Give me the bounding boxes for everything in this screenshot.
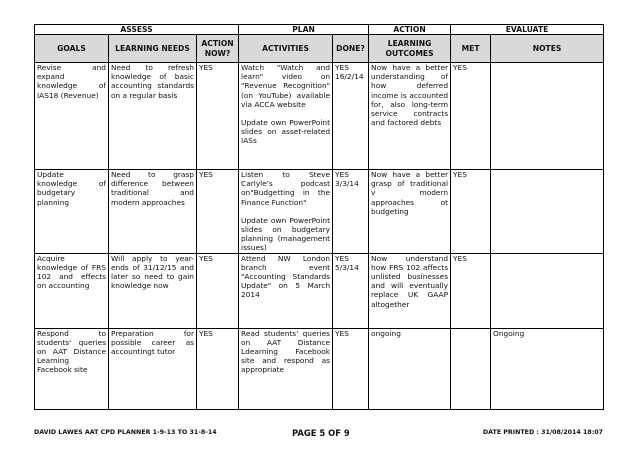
section-plan: PLAN <box>239 25 369 35</box>
col-goals: GOALS <box>35 35 109 63</box>
footer-document-title: DAVID LAWES AAT CPD PLANNER 1-9-13 TO 31-8-14 <box>34 429 217 436</box>
done-cell: YES 3/3/14 <box>333 170 369 254</box>
footer-page-number: PAGE 5 OF 9 <box>292 428 350 438</box>
col-notes: NOTES <box>491 35 604 63</box>
notes-cell: Ongoing <box>491 328 604 409</box>
learning-need-cell: Need to grasp difference between traditional and modern approaches <box>109 170 197 254</box>
activities-cell <box>239 328 333 409</box>
learning-need-cell: Preparation for possible career as accountingt tutor <box>109 328 197 409</box>
section-evaluate: EVALUATE <box>451 25 604 35</box>
col-action-now: ACTION NOW? <box>197 35 239 63</box>
col-learning-outcomes: LEARNING OUTCOMES <box>369 35 451 63</box>
table-row <box>35 63 604 170</box>
activities-cell <box>239 253 333 328</box>
notes-cell <box>491 253 604 328</box>
col-done: DONE? <box>333 35 369 63</box>
learning-outcome-cell: Now have a better understanding of how deferred income is accounted for, also long-term service contracts and factored debts <box>369 63 451 170</box>
learning-need-cell: Need to refresh knowledge of basic accounting standards on a regular basis <box>109 63 197 170</box>
table-row <box>35 170 604 254</box>
activity-text: Update own PowerPoint slides on asset-related IASs <box>241 118 331 146</box>
section-action: ACTION <box>369 25 451 35</box>
action-now-cell: YES <box>197 170 239 254</box>
col-learning-needs: LEARNING NEEDS <box>109 35 197 63</box>
goal-cell: Update knowledge of budgetary planning <box>35 170 109 254</box>
done-cell: YES 16/2/14 <box>333 63 369 170</box>
learning-need-cell: Will apply to year-ends of 31/12/15 and later so need to gain knowledge now <box>109 253 197 328</box>
action-now-cell: YES <box>197 63 239 170</box>
notes-cell <box>491 170 604 254</box>
met-cell <box>451 328 491 409</box>
learning-outcome-cell: Now understand how FRS 102 affects unlisted businesses and will eventually replace UK GAAP altogether <box>369 253 451 328</box>
learning-outcome-cell: Now have a better grasp of traditional v modern approaches ot budgeting <box>369 170 451 254</box>
section-header-row <box>35 25 604 35</box>
met-cell: YES <box>451 63 491 170</box>
activity-text: Read students' queries on AAT Distance Ldearning Facebook site and respond as appropriate <box>241 328 331 375</box>
done-cell: YES <box>333 328 369 409</box>
cpd-planner-table <box>34 24 604 410</box>
activity-text: Watch "Watch and learn" video on "Revenue Recognition" (on YouTube) available via ACCA website <box>241 63 331 109</box>
action-now-cell: YES <box>197 253 239 328</box>
goal-cell: Respond to students' queries on AAT Distance Learning Facebook site <box>35 328 109 409</box>
learning-outcome-cell: ongoing <box>369 328 451 409</box>
goal-cell: Revise and expand knowledge of IAS18 (Revenue) <box>35 63 109 170</box>
footer-date-printed: DATE PRINTED : 31/08/2014 18:07 <box>482 429 603 436</box>
activities-cell <box>239 170 333 254</box>
column-header-row <box>35 35 604 63</box>
action-now-cell: YES <box>197 328 239 409</box>
met-cell: YES <box>451 170 491 254</box>
goal-cell: Acquire knowledge of FRS 102 and effects on accounting <box>35 253 109 328</box>
activity-text: Listen to Steve Carlyle's podcast on"Budgetting in the Finance Function" <box>241 170 331 207</box>
activity-text: Update own PowerPoint slides on budgetary planning (management issues) <box>241 215 331 253</box>
table-row <box>35 328 604 409</box>
table-row <box>35 253 604 328</box>
col-met: MET <box>451 35 491 63</box>
activity-text: Attend NW London branch event "Accounting Standards Update" on 5 March 2014 <box>241 253 331 300</box>
col-activities: ACTIVITIES <box>239 35 333 63</box>
activities-cell <box>239 63 333 170</box>
page-footer <box>34 428 603 440</box>
notes-cell <box>491 63 604 170</box>
done-cell: YES 5/3/14 <box>333 253 369 328</box>
section-assess: ASSESS <box>35 25 239 35</box>
met-cell: YES <box>451 253 491 328</box>
